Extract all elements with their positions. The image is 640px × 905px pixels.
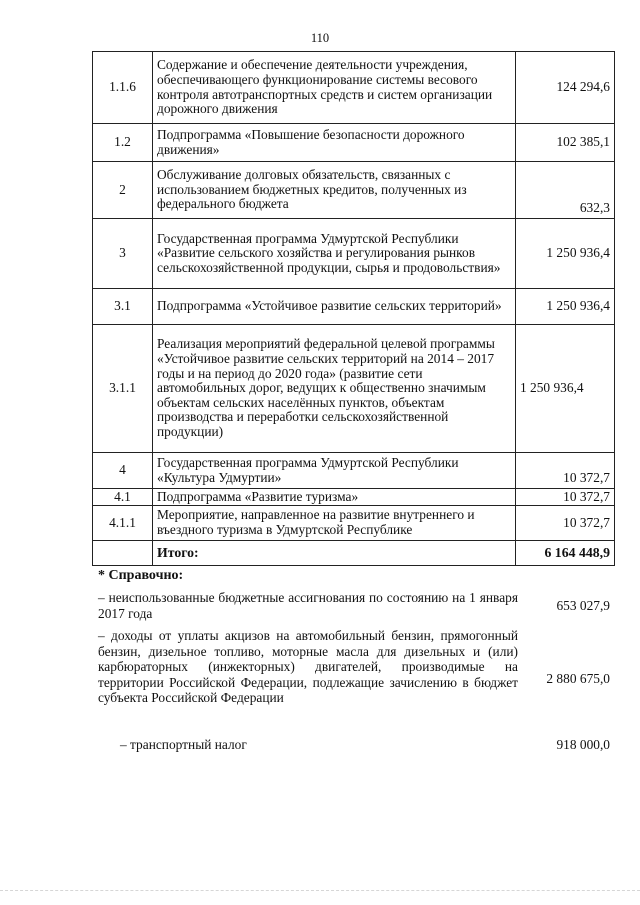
reference-title: * Справочно: xyxy=(98,568,184,583)
table-row xyxy=(93,219,615,289)
row-amount: 1 250 936,4 xyxy=(516,289,615,325)
table-row xyxy=(93,453,615,489)
row-number: 1.1.6 xyxy=(93,52,153,124)
total-number-cell xyxy=(93,541,153,566)
table-row xyxy=(93,489,615,506)
row-name: Государственная программа Удмуртской Республики «Развитие сельского хозяйства и регулирования рынков сельскохозяйственной продукции, сырья и продовольствия» xyxy=(153,219,516,289)
table-row xyxy=(93,289,615,325)
row-amount: 632,3 xyxy=(516,162,615,219)
row-amount: 124 294,6 xyxy=(516,52,615,124)
row-number: 3.1 xyxy=(93,289,153,325)
table-row xyxy=(93,124,615,162)
reference-item-transport-tax: – транспортный налог xyxy=(120,737,247,752)
row-number: 2 xyxy=(93,162,153,219)
table-row xyxy=(93,162,615,219)
table-row xyxy=(93,506,615,541)
row-amount: 1 250 936,4 xyxy=(516,325,615,453)
footer-divider xyxy=(0,890,640,891)
row-name: Государственная программа Удмуртской Республики «Культура Удмуртии» xyxy=(153,453,516,489)
row-name: Подпрограмма «Повышение безопасности дорожного движения» xyxy=(153,124,516,162)
reference-item-excise-income: – доходы от уплаты акцизов на автомобильный бензин, прямогонный бензин, дизельное топливо, моторные масла для дизельных и (или) карбюраторных (инжекторных) двигателей, производимые на территории Российской Федерации, подлежащие зачислению в бюджет субъекта Российской Федерации xyxy=(98,628,518,705)
row-number: 4 xyxy=(93,453,153,489)
row-name: Содержание и обеспечение деятельности учреждения, обеспечивающего функционирование системы весового контроля автотранспортных средств и систем организации дорожного движения xyxy=(153,52,516,124)
reference-amount: 2 880 675,0 xyxy=(546,671,610,686)
total-label: Итого: xyxy=(153,541,516,566)
table-row xyxy=(93,325,615,453)
row-name: Мероприятие, направленное на развитие внутреннего и въездного туризма в Удмуртской Республике xyxy=(153,506,516,541)
row-name: Обслуживание долговых обязательств, связанных с использованием бюджетных кредитов, полученных из федерального бюджета xyxy=(153,162,516,219)
row-amount: 10 372,7 xyxy=(516,453,615,489)
row-name: Подпрограмма «Развитие туризма» xyxy=(153,489,516,506)
row-number: 3.1.1 xyxy=(93,325,153,453)
reference-amount: 918 000,0 xyxy=(556,737,610,752)
row-amount: 10 372,7 xyxy=(516,489,615,506)
row-number: 3 xyxy=(93,219,153,289)
page-number: 110 xyxy=(310,31,330,45)
total-row xyxy=(93,541,615,566)
row-amount: 10 372,7 xyxy=(516,506,615,541)
total-amount: 6 164 448,9 xyxy=(516,541,615,566)
row-name: Реализация мероприятий федеральной целевой программы «Устойчивое развитие сельских территорий на 2014 – 2017 годы и на период до 2020 года» (развитие сети автомобильных дорог, ведущих к общественно значимым объектам сельских населённых пунктов, объектам производства и переработки сельскохозяйственной продукции) xyxy=(153,325,516,453)
row-number: 4.1.1 xyxy=(93,506,153,541)
row-amount: 1 250 936,4 xyxy=(516,219,615,289)
reference-amount: 653 027,9 xyxy=(556,598,610,613)
row-amount: 102 385,1 xyxy=(516,124,615,162)
row-name: Подпрограмма «Устойчивое развитие сельских территорий» xyxy=(153,289,516,325)
row-number: 4.1 xyxy=(93,489,153,506)
row-number: 1.2 xyxy=(93,124,153,162)
budget-table xyxy=(92,51,615,566)
table-row xyxy=(93,52,615,124)
reference-item-unused-allocations: – неиспользованные бюджетные ассигнования по состоянию на 1 января 2017 года xyxy=(98,590,518,621)
